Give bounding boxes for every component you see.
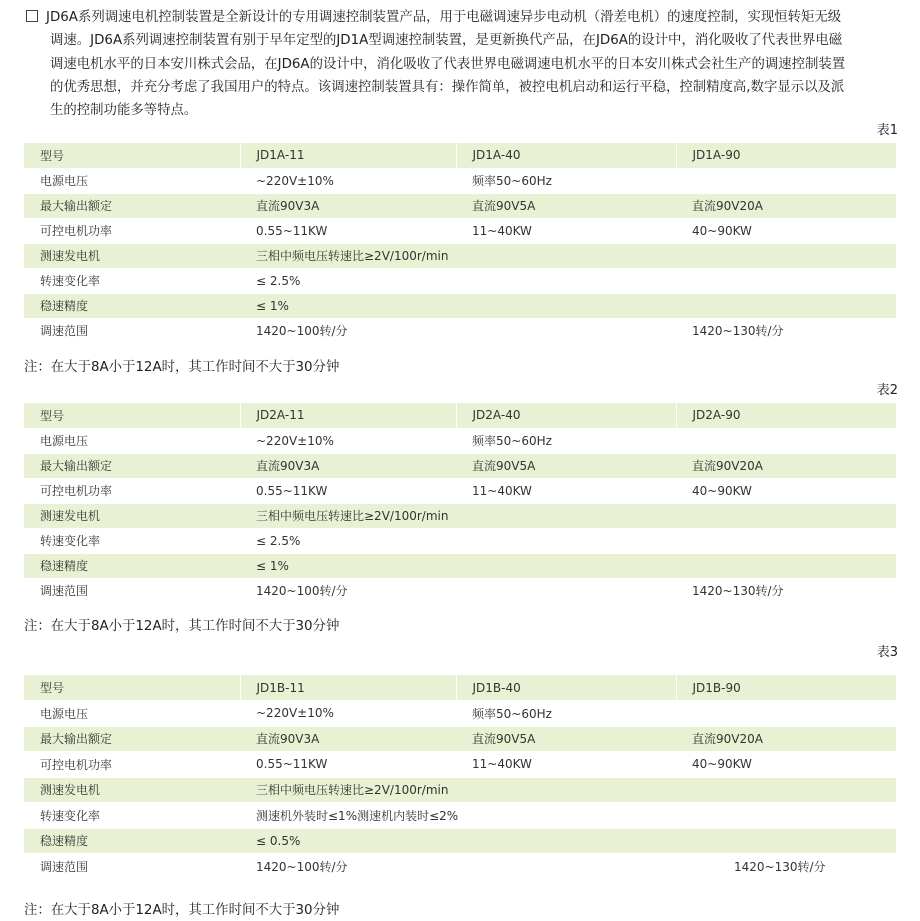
row-label: 测速发电机 (24, 777, 240, 803)
spec-table-3 (24, 675, 896, 880)
table-2-note: 注：在大于8A小于12A时，其工作时间不大于30分钟 (24, 619, 340, 634)
cell (676, 428, 896, 453)
table-header-row (24, 143, 896, 168)
table-row (24, 293, 896, 318)
intro-line-1: JD6A系列调速电机控制装置是全新设计的专用调速控制装置产品，用于电磁调速异步电动机（滑差电机）的速度控制，实现恒转矩无级 (46, 10, 842, 25)
spec-table-1 (24, 143, 896, 344)
table-1-note: 注：在大于8A小于12A时，其工作时间不大于30分钟 (24, 360, 340, 375)
row-label: 稳速精度 (24, 828, 240, 854)
header-col-1: JD1B-11 (240, 675, 456, 701)
cell: 40~90KW (676, 752, 896, 778)
table-header-row (24, 403, 896, 428)
cell: 直流90V20A (676, 193, 896, 218)
cell: 1420~100转/分 (240, 854, 676, 880)
cell: 频率50~60Hz (456, 168, 676, 193)
cell: 直流90V3A (240, 193, 456, 218)
intro-line-5: 生的控制功能多等特点。 (50, 103, 198, 119)
table-row (24, 218, 896, 243)
cell: 1420~130转/分 (676, 318, 896, 343)
table-row (24, 528, 896, 553)
cell: 1420~130转/分 (676, 578, 896, 603)
cell (676, 701, 896, 727)
cell: 0.55~11KW (240, 478, 456, 503)
row-label: 可控电机功率 (24, 218, 240, 243)
cell: 三相中频电压转速比≥2V/100r/min (240, 777, 896, 803)
cell: 三相中频电压转速比≥2V/100r/min (240, 503, 896, 528)
table-row (24, 701, 896, 727)
row-label: 电源电压 (24, 168, 240, 193)
header-col-3: JD1A-90 (676, 143, 896, 168)
cell: 11~40KW (456, 218, 676, 243)
cell: 1420~130转/分 (676, 854, 896, 880)
row-label: 最大输出额定 (24, 726, 240, 752)
cell: 0.55~11KW (240, 752, 456, 778)
cell: 直流90V5A (456, 453, 676, 478)
row-label: 稳速精度 (24, 293, 240, 318)
cell: 测速机外装时≤1%测速机内装时≤2% (240, 803, 896, 829)
checkbox-icon[interactable] (26, 10, 38, 22)
cell: 直流90V20A (676, 453, 896, 478)
cell: 直流90V5A (456, 193, 676, 218)
cell: ≤ 1% (240, 553, 896, 578)
row-label: 调速范围 (24, 578, 240, 603)
row-label: 电源电压 (24, 428, 240, 453)
cell: 1420~100转/分 (240, 318, 676, 343)
cell: ~220V±10% (240, 428, 456, 453)
header-model: 型号 (24, 143, 240, 168)
header-col-1: JD2A-11 (240, 403, 456, 428)
cell: 1420~100转/分 (240, 578, 676, 603)
header-col-1: JD1A-11 (240, 143, 456, 168)
table-row (24, 428, 896, 453)
table-row (24, 318, 896, 343)
header-col-2: JD1B-40 (456, 675, 676, 701)
intro-paragraph (24, 6, 900, 122)
header-col-3: JD1B-90 (676, 675, 896, 701)
cell: ≤ 2.5% (240, 268, 896, 293)
intro-line-4: 的优秀思想，并充分考虑了我国用户的特点。该调速控制装置具有：操作简单，被控电机启动和运行平稳，控制精度高,数字显示以及派 (50, 79, 845, 95)
cell: 频率50~60Hz (456, 428, 676, 453)
table-row (24, 168, 896, 193)
cell: 40~90KW (676, 218, 896, 243)
cell: 直流90V20A (676, 726, 896, 752)
cell: 直流90V3A (240, 453, 456, 478)
row-label: 转速变化率 (24, 803, 240, 829)
table-2-caption: 表2 (876, 383, 898, 398)
cell: 直流90V3A (240, 726, 456, 752)
table-row (24, 503, 896, 528)
table-row (24, 803, 896, 829)
cell: 三相中频电压转速比≥2V/100r/min (240, 243, 896, 268)
table-3-note: 注：在大于8A小于12A时，其工作时间不大于30分钟 (24, 903, 340, 918)
spec-table-2 (24, 403, 896, 604)
row-label: 稳速精度 (24, 553, 240, 578)
cell: ≤ 0.5% (240, 828, 896, 854)
table-row (24, 777, 896, 803)
row-label: 调速范围 (24, 854, 240, 880)
row-label: 测速发电机 (24, 243, 240, 268)
cell: 11~40KW (456, 752, 676, 778)
table-row (24, 268, 896, 293)
header-col-2: JD1A-40 (456, 143, 676, 168)
cell: ~220V±10% (240, 168, 456, 193)
table-row (24, 578, 896, 603)
cell: ≤ 2.5% (240, 528, 896, 553)
row-label: 电源电压 (24, 701, 240, 727)
cell: 0.55~11KW (240, 218, 456, 243)
row-label: 最大输出额定 (24, 453, 240, 478)
cell: 40~90KW (676, 478, 896, 503)
header-col-2: JD2A-40 (456, 403, 676, 428)
row-label: 转速变化率 (24, 268, 240, 293)
table-row (24, 854, 896, 880)
header-col-3: JD2A-90 (676, 403, 896, 428)
header-model: 型号 (24, 403, 240, 428)
cell: 直流90V5A (456, 726, 676, 752)
row-label: 可控电机功率 (24, 478, 240, 503)
cell: 频率50~60Hz (456, 701, 676, 727)
intro-line-3: 调速电机水平的日本安川株式会品，在JD6A的设计中，消化吸收了代表世界电磁调速电机水平的日本安川株式会社生产的调速控制装置 (50, 56, 846, 72)
row-label: 调速范围 (24, 318, 240, 343)
row-label: 最大输出额定 (24, 193, 240, 218)
cell: ~220V±10% (240, 701, 456, 727)
cell: ≤ 1% (240, 293, 896, 318)
intro-line-2: 调速。JD6A系列调速控制装置有别于早年定型的JD1A型调速控制装置，是更新换代产品，在JD6A的设计中，消化吸收了代表世界电磁 (50, 33, 843, 49)
table-3-caption: 表3 (876, 645, 898, 660)
table-row (24, 478, 896, 503)
table-row (24, 553, 896, 578)
table-row (24, 193, 896, 218)
cell (676, 168, 896, 193)
table-row (24, 453, 896, 478)
table-row (24, 726, 896, 752)
row-label: 转速变化率 (24, 528, 240, 553)
row-label: 测速发电机 (24, 503, 240, 528)
table-row (24, 243, 896, 268)
cell: 11~40KW (456, 478, 676, 503)
table-header-row (24, 675, 896, 701)
table-row (24, 828, 896, 854)
row-label: 可控电机功率 (24, 752, 240, 778)
table-1-caption: 表1 (876, 123, 898, 138)
header-model: 型号 (24, 675, 240, 701)
table-row (24, 752, 896, 778)
